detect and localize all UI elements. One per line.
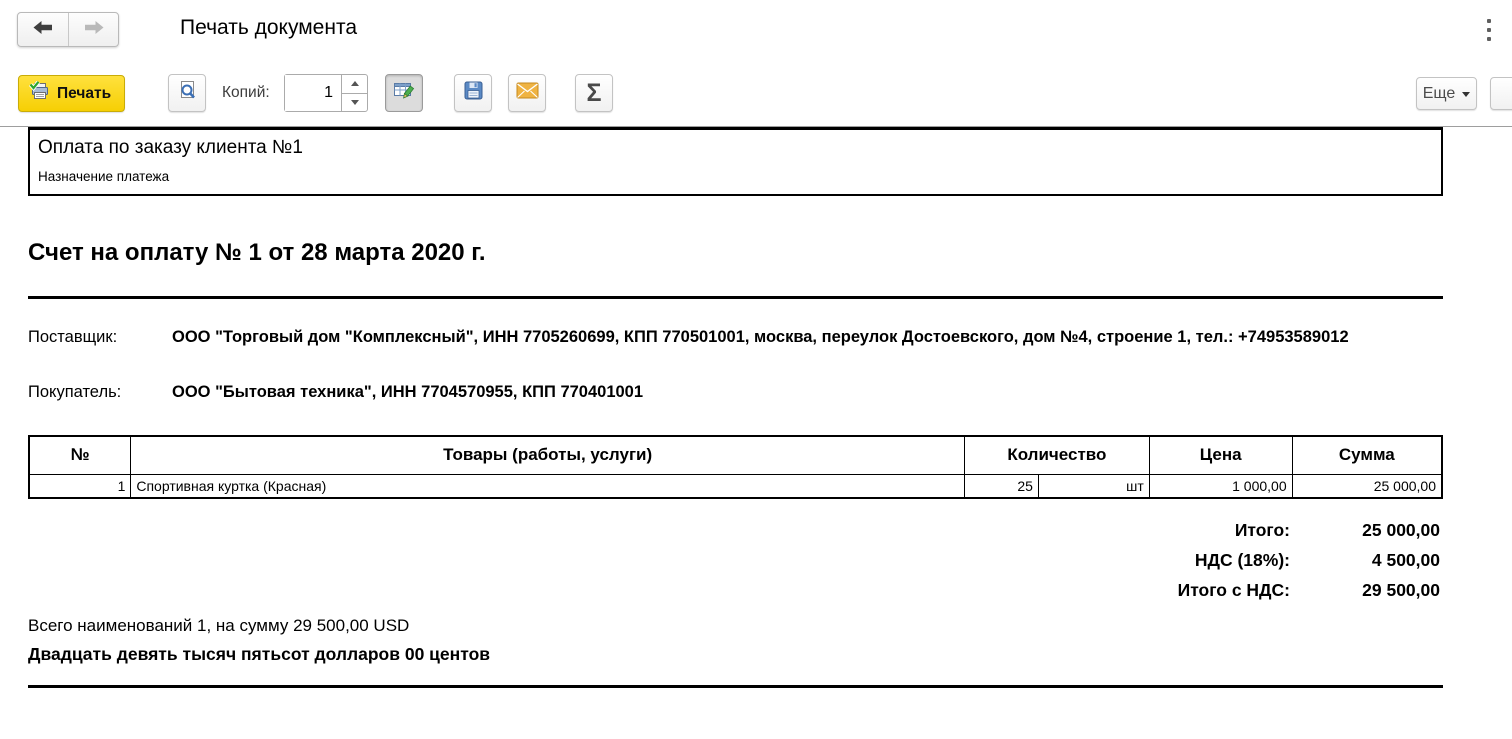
page-title: Печать документа bbox=[180, 16, 358, 39]
supplier-row bbox=[28, 325, 1443, 350]
buyer-row bbox=[28, 380, 1443, 405]
vat-value: 4 500,00 bbox=[1371, 550, 1440, 570]
back-arrow-icon bbox=[32, 20, 54, 40]
copies-decrement-button[interactable] bbox=[342, 94, 367, 112]
sum-button[interactable] bbox=[575, 74, 613, 112]
col-header-number: № bbox=[29, 436, 131, 474]
items-summary-line: Всего наименований 1, на сумму 29 500,00 USD bbox=[28, 616, 410, 635]
row-qty-cell: 25 bbox=[964, 474, 1038, 498]
edit-table-icon bbox=[393, 80, 415, 107]
total-with-vat-row bbox=[28, 575, 1443, 605]
printer-check-icon bbox=[29, 81, 50, 106]
up-arrow-icon bbox=[351, 81, 359, 86]
back-button[interactable] bbox=[18, 13, 68, 46]
dropdown-caret-icon bbox=[1462, 92, 1470, 97]
payment-purpose-box bbox=[28, 127, 1443, 196]
vat-row bbox=[28, 545, 1443, 575]
items-table-header-row bbox=[29, 436, 1442, 474]
row-price-cell: 1 000,00 bbox=[1149, 474, 1292, 498]
invoice-title: Счет на оплату № 1 от 28 марта 2020 г. bbox=[28, 239, 486, 266]
save-floppy-icon bbox=[463, 80, 484, 106]
down-arrow-icon bbox=[351, 100, 359, 105]
totals-block bbox=[28, 515, 1443, 605]
edit-table-button[interactable] bbox=[385, 74, 423, 112]
row-number-cell: 1 bbox=[29, 474, 131, 498]
print-button-label: Печать bbox=[57, 84, 112, 102]
total-label: Итого: bbox=[1234, 520, 1290, 540]
print-toolbar bbox=[0, 60, 1512, 126]
copies-input[interactable] bbox=[285, 75, 341, 111]
more-menu-icon[interactable] bbox=[1483, 19, 1495, 41]
col-header-quantity: Количество bbox=[964, 436, 1149, 474]
preview-button[interactable] bbox=[168, 74, 206, 112]
amount-in-words: Двадцать девять тысяч пятьсот долларов 00 центов bbox=[28, 644, 491, 664]
col-header-goods: Товары (работы, услуги) bbox=[131, 436, 965, 474]
row-name-cell: Спортивная куртка (Красная) bbox=[131, 474, 965, 498]
copies-increment-button[interactable] bbox=[342, 75, 367, 94]
save-button[interactable] bbox=[454, 74, 492, 112]
vat-label: НДС (18%): bbox=[1194, 550, 1290, 570]
divider-rule-bottom bbox=[28, 685, 1443, 688]
forward-arrow-icon bbox=[83, 20, 105, 40]
total-with-vat-label: Итого с НДС: bbox=[1177, 580, 1290, 600]
copies-spinner bbox=[341, 75, 367, 111]
sigma-icon: Σ bbox=[586, 78, 602, 107]
buyer-value: ООО "Бытовая техника", ИНН 7704570955, КПП 770401001 bbox=[172, 383, 644, 401]
forward-button[interactable] bbox=[68, 13, 118, 46]
items-table bbox=[28, 435, 1443, 499]
payment-purpose-value: Оплата по заказу клиента №1 bbox=[38, 137, 303, 158]
row-sum-cell: 25 000,00 bbox=[1292, 474, 1442, 498]
copies-stepper bbox=[284, 74, 368, 112]
total-value: 25 000,00 bbox=[1362, 520, 1440, 540]
supplier-label: Поставщик: bbox=[28, 328, 118, 346]
print-preview-area[interactable] bbox=[0, 126, 1512, 738]
email-button[interactable] bbox=[508, 74, 546, 112]
table-row bbox=[29, 474, 1442, 498]
buyer-label: Покупатель: bbox=[28, 383, 122, 401]
clipped-edge-button[interactable] bbox=[1490, 77, 1512, 110]
col-header-sum: Сумма bbox=[1292, 436, 1442, 474]
top-bar bbox=[0, 0, 1512, 60]
divider-rule-top bbox=[28, 296, 1443, 299]
row-unit-cell: шт bbox=[1038, 474, 1149, 498]
copies-label: Копий: bbox=[222, 84, 270, 101]
col-header-price: Цена bbox=[1149, 436, 1292, 474]
more-button-label: Еще bbox=[1422, 84, 1456, 102]
print-button[interactable] bbox=[18, 75, 125, 112]
total-with-vat-value: 29 500,00 bbox=[1362, 580, 1440, 600]
supplier-value: ООО "Торговый дом "Комплексный", ИНН 7705260699, КПП 770501001, москва, переулок Достоевского, дом №4, строение 1, тел.: +74953589012 bbox=[172, 328, 1349, 346]
total-row bbox=[28, 515, 1443, 545]
more-actions-button[interactable] bbox=[1416, 77, 1477, 110]
email-envelope-icon bbox=[516, 82, 539, 104]
payment-purpose-caption: Назначение платежа bbox=[38, 169, 170, 184]
history-nav-group bbox=[17, 12, 119, 47]
print-preview-icon bbox=[177, 80, 198, 106]
